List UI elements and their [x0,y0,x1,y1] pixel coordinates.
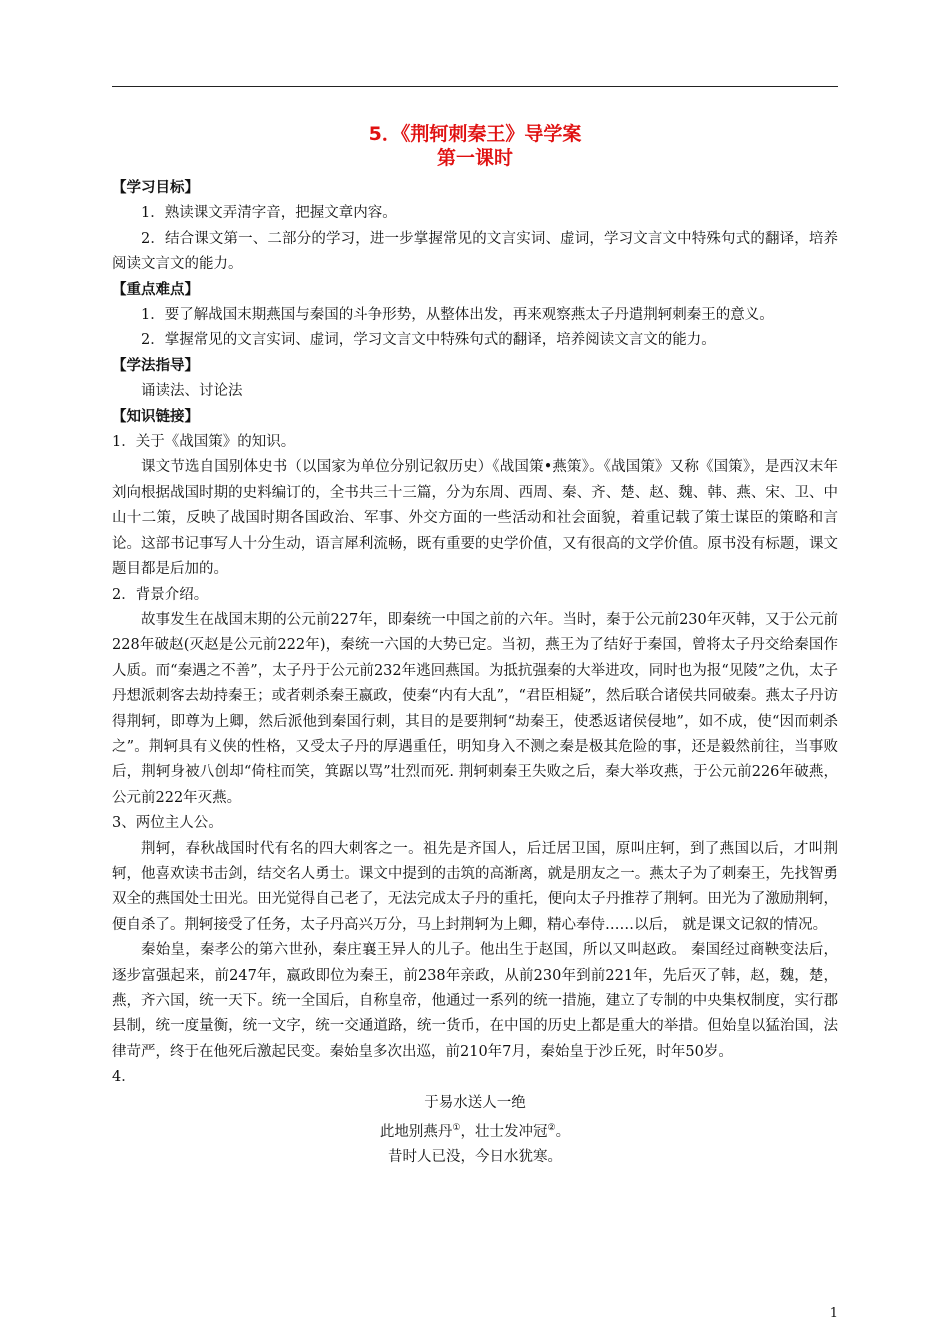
poem-text: ，壮士发冲冠 [460,1123,548,1140]
header-rule [112,86,838,87]
goal-item: 1．熟读课文弄清字音，把握文章内容。 [141,205,397,222]
links-paragraph: 荆轲，春秋战国时代有名的四大刺客之一。祖先是齐国人，后迁居卫国，原叫庄轲，到了燕国以后，才叫荆轲，他喜欢读书击剑，结交名人勇士。课文中提到的击筑的高渐离，就是朋友之一。燕太子为了刺秦王，先找智勇双全的燕国处士田光。田光觉得自己老了，无法完成太子丹的重托，便向太子丹推荐了荆轲。田光为了激励荆轲，便自杀了。荆轲接受了任务，太子丹高兴万分，马上封荆轲为上卿，精心奉侍……以后， 就是课文记叙的情况。 [112,840,838,933]
section-heading-links: 【知识链接】 [112,408,199,425]
document-body [112,176,838,1171]
footnote-mark: ② [547,1123,556,1134]
method-text: 诵读法、讨论法 [141,383,243,400]
links-item-title: 1．关于《战国策》的知识。 [112,434,296,451]
links-paragraph: 故事发生在战国末期的公元前227年，即秦统一中国之前的六年。当时，秦于公元前230年灭韩，又于公元前228年破赵(灭赵是公元前222年)，秦统一六国的大势已定。当初，燕王为了结好于秦国，曾将太子丹交给秦国作人质。而“秦遇之不善”，太子丹于公元前232年逃回燕国。为抵抗强秦的大举进攻，同时也为报“见陵”之仇，太子丹想派刺客去劫持秦王；或者刺杀秦王嬴政，使秦“内有大乱”，“君臣相疑”，然后联合诸侯共同破秦。燕太子丹访得荆轲，即尊为上卿，然后派他到秦国行刺，其目的是要荆轲“劫秦王，使悉返诸侯侵地”，如不成，使“因而刺杀之”。荆轲具有义侠的性格，又受太子丹的厚遇重任，明知身入不测之秦是极其危险的事，还是毅然前往，当事败后，荆轲身被八创却“倚柱而笑，箕踞以骂”壮烈而死. 荆轲刺秦王失败之后，秦大举攻燕，于公元前226年破燕，公元前222年灭燕。 [112,611,838,806]
section-heading-key: 【重点难点】 [112,281,199,298]
goal-item: 2．结合课文第一、二部分的学习，进一步掌握常见的文言实词、虚词，学习文言文中特殊句式的翻译，培养阅读文言文的能力。 [112,230,838,273]
document-subtitle: 第一课时 [436,147,513,169]
poem-text: 此地别燕丹 [379,1123,453,1140]
title-block [112,122,838,170]
poem-line: 昔时人已没，今日水犹寒。 [388,1149,562,1166]
poem-line [112,1116,838,1145]
links-item-title: 3、两位主人公。 [112,815,223,832]
key-item: 2．掌握常见的文言实词、虚词，学习文言文中特殊句式的翻译，培养阅读文言文的能力。 [141,332,716,349]
section-heading-goals: 【学习目标】 [112,180,199,196]
document-title: 5．《荆轲刺秦王》导学案 [368,123,582,145]
links-paragraph: 课文节选自国别体史书（以国家为单位分别记叙历史）《战国策•燕策》。《战国策》又称《国策》，是西汉末年刘向根据战国时期的史料编订的，全书共三十三篇，分为东周、西周、秦、齐、楚、赵、魏、韩、燕、宋、卫、中山十二策，反映了战国时期各国政治、军事、外交方面的一些活动和社会面貌，着重记载了策士谋臣的策略和言论。这部书记事写人十分生动，语言犀利流畅，既有重要的史学价值，又有很高的文学价值。原书没有标题，课文题目都是后加的。 [112,459,838,578]
page-number: 1 [829,1306,838,1321]
poem-title: 于易水送人一绝 [424,1094,526,1111]
section-heading-method: 【学法指导】 [112,357,199,374]
poem-text: 。 [555,1123,571,1140]
links-paragraph: 秦始皇，秦孝公的第六世孙，秦庄襄王异人的儿子。他出生于赵国，所以又叫赵政。 秦国经过商鞅变法后，逐步富强起来，前247年，嬴政即位为秦王，前238年亲政，从前230年到前221年，先后灭了韩，赵，魏，楚，燕，齐六国，统一天下。统一全国后，自称皇帝，他通过一系列的统一措施，建立了专制的中央集权制度，实行郡县制，统一度量衡，统一文字，统一交通道路，统一货币，在中国的历史上都是重大的举措。但始皇以猛治国，法律苛严，终于在他死后激起民变。秦始皇多次出巡，前210年7月，秦始皇于沙丘死，时年50岁。 [112,942,838,1060]
footnote-mark: ① [452,1123,461,1134]
key-item: 1．要了解战国末期燕国与秦国的斗争形势，从整体出发，再来观察燕太子丹遣荆轲刺秦王的意义。 [141,307,774,324]
links-item-title: 2．背景介绍。 [112,586,209,603]
links-item-title: 4． [112,1069,136,1086]
